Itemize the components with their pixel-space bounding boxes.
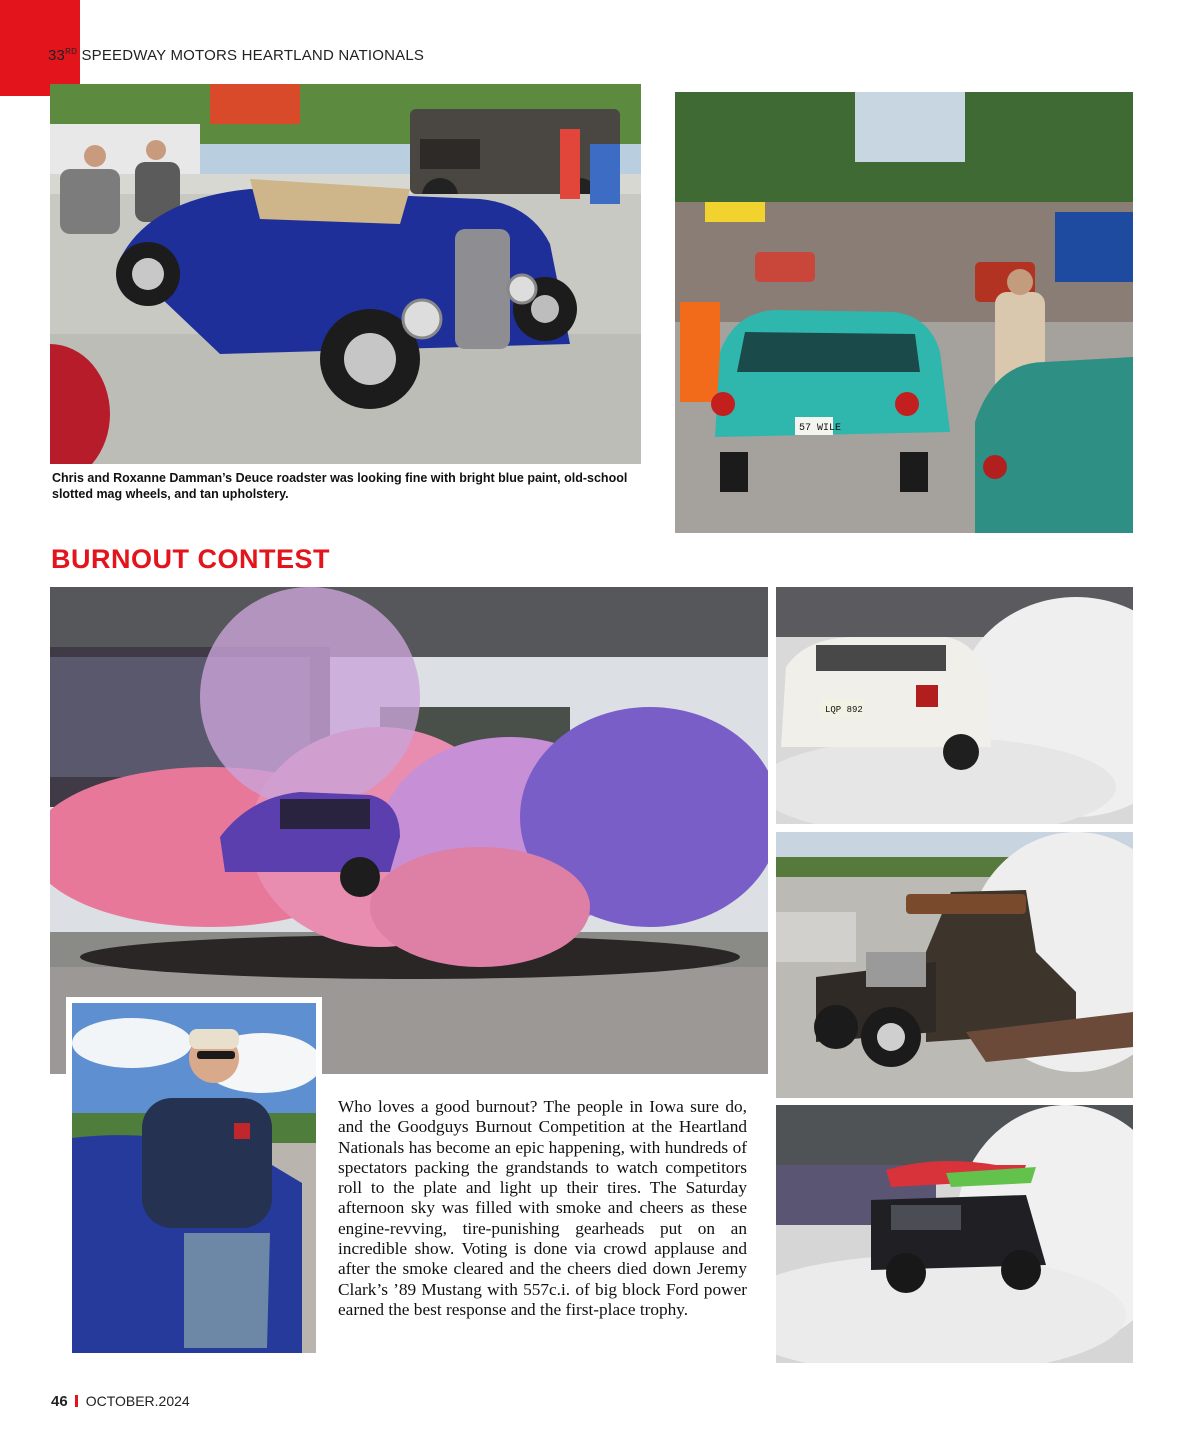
edition-number: 33: [48, 47, 66, 64]
edition-suffix: RD: [65, 47, 78, 56]
page-footer: [51, 1393, 190, 1410]
winner-portrait-photo: [72, 1003, 316, 1353]
running-header: [48, 47, 424, 64]
page-number: 46: [51, 1393, 68, 1410]
crowd-street-photo: [675, 92, 1133, 533]
roadster-caption: Chris and Roxanne Damman’s Deuce roadster was looking fine with bright blue paint, old-school slotted mag wheels, and tan upholstery.: [52, 471, 628, 501]
section-title: BURNOUT CONTEST: [51, 544, 330, 574]
kayak-truck-burnout-photo: [776, 1105, 1133, 1363]
street-plate: 57 WILE: [799, 423, 842, 434]
white-car-plate: LQP 892: [825, 705, 863, 715]
event-name: SPEEDWAY MOTORS HEARTLAND NATIONALS: [81, 47, 425, 64]
white-car-burnout-photo: [776, 587, 1133, 824]
article-body: Who loves a good burnout? The people in Iowa sure do, and the Goodguys Burnout Competition at the Heartland Nationals has become an epic happening, with hundreds of spectators packing the grandstands to watch competitors roll to the plate and light up their tires. The Saturday afternoon sky was filled with smoke and cheers as these engine-revving, tire-punishing gearheads put on an incredible show. Voting is done via crowd applause and after the smoke cleared and the cheers died down Jeremy Clark’s ’89 Mustang with 557c.i. of big block Ford power earned the best response and the first-place trophy.: [338, 1097, 747, 1319]
rat-rod-burnout-photo: [776, 832, 1133, 1098]
footer-divider: [75, 1395, 78, 1407]
roadster-photo: [50, 84, 641, 464]
issue-date: OCTOBER.2024: [85, 1393, 190, 1409]
